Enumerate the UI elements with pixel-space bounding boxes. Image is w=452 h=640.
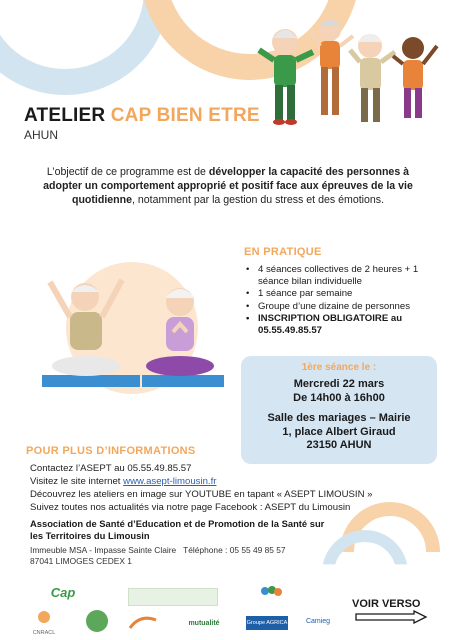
arrow-right-icon <box>354 610 428 624</box>
session-place-line: Salle des mariages – Mairie <box>267 412 411 424</box>
title-prefix: ATELIER <box>24 105 111 126</box>
website-link[interactable]: www.asept-limousin.fr <box>123 476 217 487</box>
session-place <box>241 412 437 453</box>
session-place-line: 23150 AHUN <box>306 439 372 451</box>
page-title <box>24 105 260 127</box>
practice-item: • 1 séance par semaine <box>244 288 440 300</box>
title-program: CAP BIEN ETRE <box>110 105 260 126</box>
senior-figure <box>259 29 313 125</box>
session-datetime <box>241 377 437 405</box>
logo-green-seal <box>86 610 108 632</box>
practice-list <box>244 264 440 337</box>
senior-figure <box>350 34 395 122</box>
yoga-seniors-illustration <box>30 262 235 402</box>
decorative-circle-blue <box>0 0 170 95</box>
see-reverse-label: VOIR VERSO <box>352 598 421 610</box>
logo-orange-mark <box>126 614 160 632</box>
logo-bank-banner <box>128 588 218 606</box>
contact-line: Contactez l’ASEPT au 05.55.49.85.57 <box>30 463 192 474</box>
association-name: Association de Santé d’Education et de Promotion de la Santé sur les Territoires du Limousin <box>30 518 325 541</box>
practice-item: • Groupe d’une dizaine de personnes <box>244 301 440 313</box>
address-line-2: 87041 LIMOGES CEDEX 1 <box>30 556 132 566</box>
practice-heading: EN PRATIQUE <box>244 246 322 258</box>
logo-cnracl: CNRACL <box>28 610 60 636</box>
intro-paragraph <box>40 165 416 207</box>
logo-camieg: Camieg <box>305 617 331 625</box>
logo-agrica: Groupe AGRICA <box>246 616 288 630</box>
intro-text-2: , notamment par la gestion du stress et des émotions. <box>132 194 385 206</box>
intro-text-bold: développer la capacité des personnes à adopter un comportement approprié et positif face aux épreuves de la vie quotidienne <box>43 166 413 206</box>
senior-figure <box>311 19 353 115</box>
association-phone: Téléphone : 05 55 49 85 57 <box>183 545 286 555</box>
logo-association-sante <box>258 584 338 606</box>
association-address <box>30 545 286 567</box>
session-time: De 14h00 à 16h00 <box>293 392 385 404</box>
facebook-line: Suivez toutes nos actualités via notre page Facebook : ASEPT du Limousin <box>30 502 351 513</box>
practice-item-registration: • INSCRIPTION OBLIGATOIRE au 05.55.49.85.57 <box>244 313 440 336</box>
address-line-1: Immeuble MSA - Impasse Sainte Claire <box>30 545 177 555</box>
session-date: Mercredi 22 mars <box>293 378 385 390</box>
session-heading: 1ère séance le : <box>301 362 377 373</box>
location-subtitle: AHUN <box>24 128 59 142</box>
website-prefix: Visitez le site internet <box>30 476 124 487</box>
more-info-heading: POUR PLUS D’INFORMATIONS <box>26 445 196 457</box>
practice-item: • 4 séances collectives de 2 heures + 1 séance bilan individuelle <box>244 264 440 287</box>
dancing-seniors-illustration <box>255 10 445 130</box>
youtube-line: Découvrez les ateliers en image sur YOUTUBE en tapant « ASEPT LIMOUSIN » <box>30 489 373 500</box>
logo-cap: Cap <box>50 584 76 600</box>
senior-figure <box>393 37 437 118</box>
session-place-line: 1, place Albert Giraud <box>282 425 396 438</box>
logo-mutualite: mutualité <box>188 619 220 627</box>
website-line <box>30 476 216 488</box>
intro-text-1: L’objectif de ce programme est de <box>46 166 209 178</box>
